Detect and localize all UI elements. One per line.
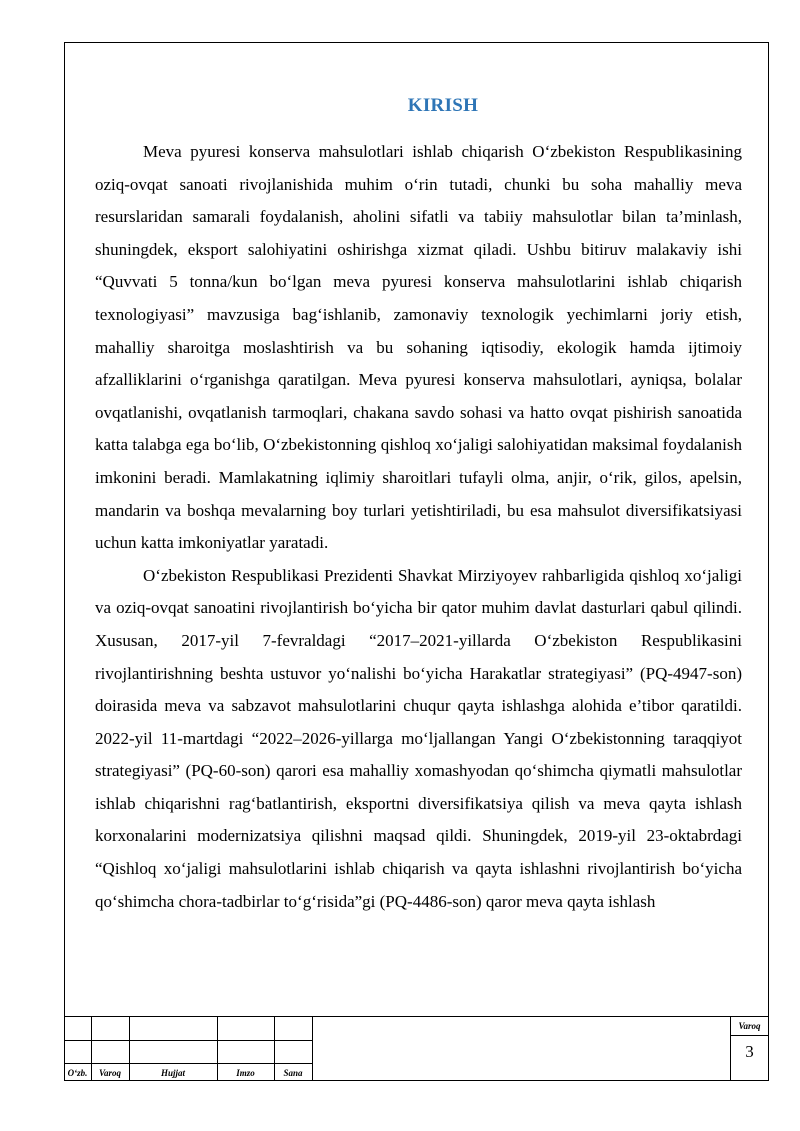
stamp-label-hujjat: Hujjat <box>160 1068 185 1078</box>
paragraph-1: Meva pyuresi konserva mahsulotlari ishlab chiqarish O‘zbekiston Respublikasining oziq-ovqat sanoati rivojlanishida muhim o‘rin tutadi, chunki bu soha mahalliy meva resurslaridan samarali foydalanish, aholini sifatli va tabiiy mahsulotlar bilan ta’minlash, shuningdek, eksport salohiyatini oshirishga xizmat qiladi. Ushbu bitiruv malakaviy ishi “Quvvati 5 tonna/kun bo‘lgan meva pyuresi konserva mahsulotlarini ishlab chiqarish texnologiyasi” mavzusiga bag‘ishlanib, zamonaviy texnologik yechimlarni joriy etish, mahalliy sharoitga moslashtirish va bu sohaning iqtisodiy, ekologik hamda ijtimoiy afzalliklarini o‘rganishga qaratilgan. Meva pyuresi konserva mahsulotlari, ayniqsa, bolalar ovqatlanishi, ovqatlanish tarmoqlari, chakana savdo sohasi va hatto ovqat pishirish sanoatida katta talabga ega bo‘lib, O‘zbekistonning qishloq xo‘jaligi salohiyatidan maksimal foydalanish imkonini beradi. Mamlakatning iqlimiy sharoitlari tufayli olma, anjir, o‘rik, gilos, apelsin, mandarin va boshqa mevalarning boy turlari yetishtiriladi, bu esa mahsulot diversifikatsiyasi uchun katta imkoniyatlar yaratadi. <box>95 142 742 553</box>
stamp-col-line-5 <box>312 1016 313 1081</box>
body-text <box>95 136 742 918</box>
stamp-label-imzo: Imzo <box>236 1068 255 1078</box>
stamp-sheet-divider <box>730 1035 769 1036</box>
stamp-label-sana: Sana <box>283 1068 303 1078</box>
stamp-row-line-2 <box>64 1063 313 1064</box>
stamp-label-varoq: Varoq <box>98 1068 121 1078</box>
stamp-row-line-1 <box>64 1040 313 1041</box>
title-block <box>64 1016 769 1081</box>
paragraph-2: O‘zbekiston Respublikasi Prezidenti Shavkat Mirziyoyev rahbarligida qishloq xo‘jaligi va oziq-ovqat sanoatini rivojlantirish bo‘yicha bir qator muhim davlat dasturlari qabul qilindi. Xususan, 2017-yil 7-fevraldagi “2017–2021-yillarda O‘zbekiston Respublikasini rivojlantirishning beshta ustuvor yo‘nalishi bo‘yicha Harakatlar strategiyasi” (PQ-4947-son) doirasida meva va sabzavot mahsulotlarini chuqur qayta ishlashga alohida e’tibor qaratildi. 2022-yil 11-martdagi “2022–2026-yillarga mo‘ljallangan Yangi O‘zbekistonning taraqqiyot strategiyasi” (PQ-60-son) qarori esa mahalliy xomashyodan qo‘shimcha qiymatli mahsulotlar ishlab chiqarishni rag‘batlantirish, eksportni diversifikatsiya qilish va meva qayta ishlash korxonalarini modernizatsiya qilishni maqsad qildi. Shuningdek, 2019-yil 23-oktabrdagi “Qishloq xo‘jaligi mahsulotlarini ishlab chiqarish va qayta ishlashni rivojlantirish bo‘yicha qo‘shimcha chora-tadbirlar to‘g‘risida”gi (PQ-4486-son) qaror meva qayta ishlash <box>95 565 742 911</box>
stamp-sheet-label: Varoq <box>738 1021 761 1031</box>
stamp-top-line <box>64 1016 769 1017</box>
stamp-label-ozb: O‘zb. <box>67 1068 88 1078</box>
page-number: 3 <box>745 1042 754 1061</box>
page-heading: KIRISH <box>407 95 479 116</box>
